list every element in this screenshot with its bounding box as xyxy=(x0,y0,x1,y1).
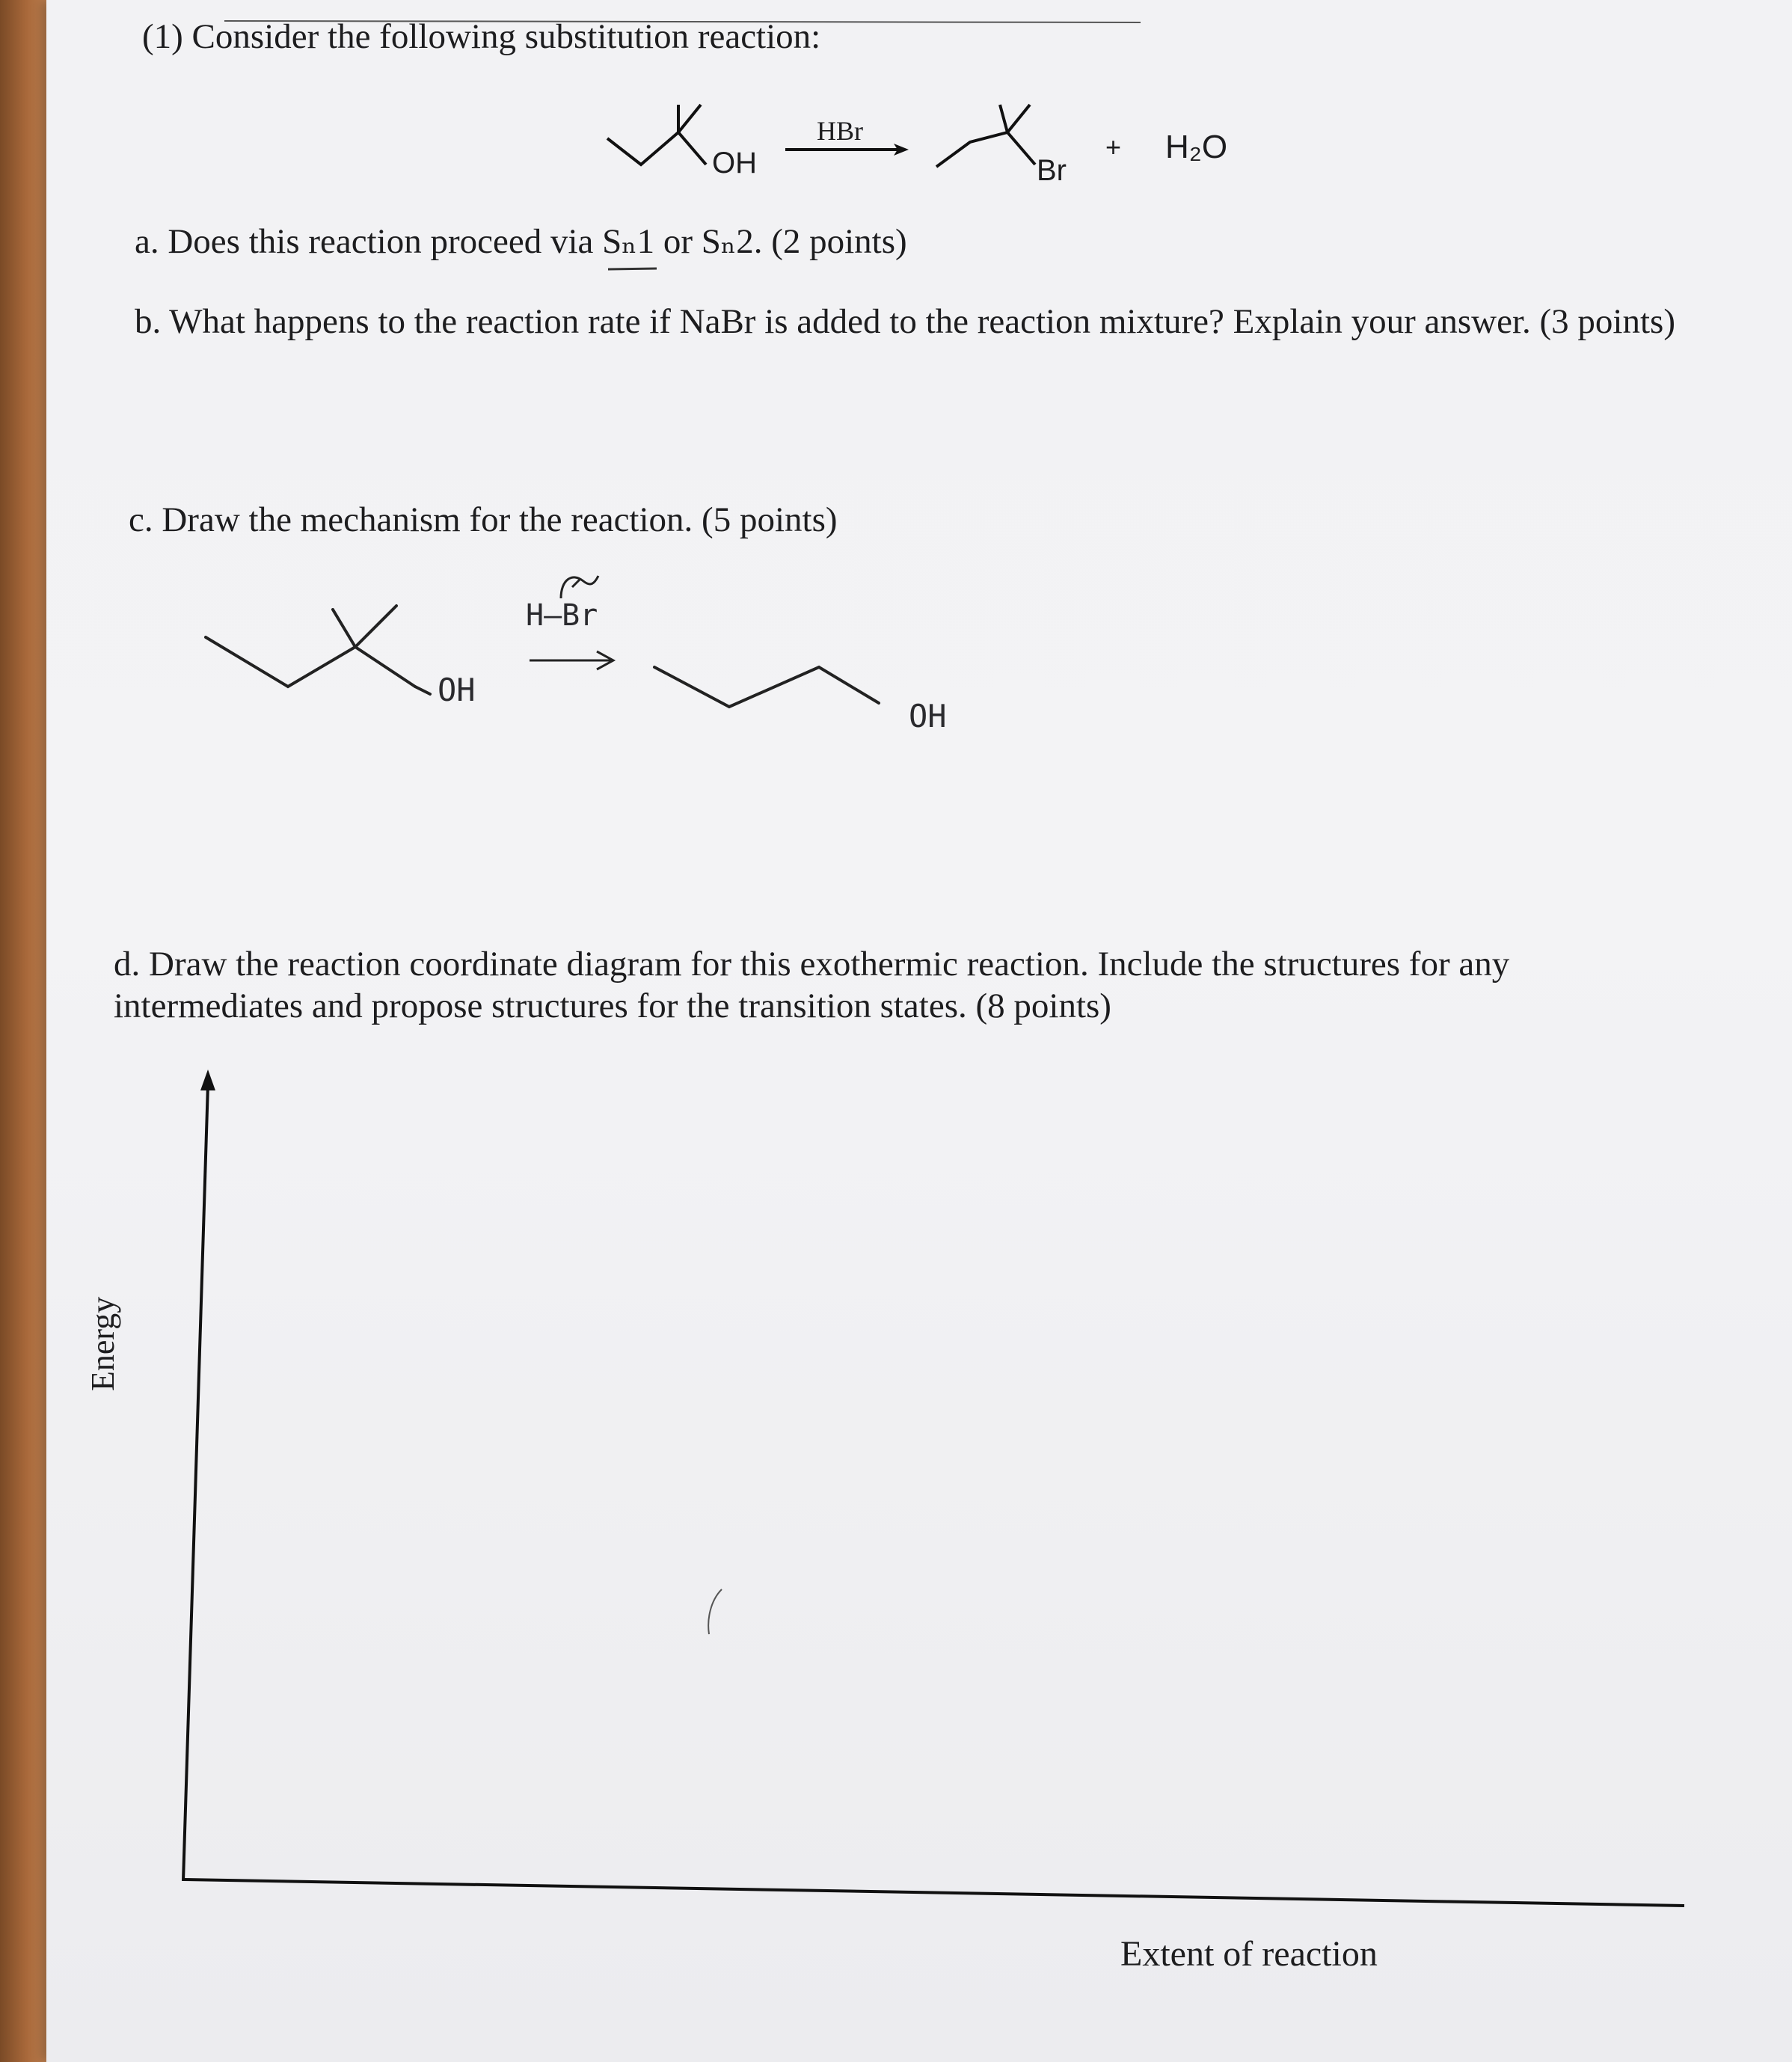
extent-of-reaction-axis xyxy=(179,1866,1690,1911)
handwritten-curved-arrow xyxy=(557,565,602,602)
handwritten-product-skeleton xyxy=(654,658,894,711)
part-a-question: a. Does this reaction proceed via Sₙ1 or Sₙ2. (2 points) xyxy=(135,222,907,261)
energy-axis-label: Energy xyxy=(85,1296,121,1391)
handwritten-reactant-oh: OH xyxy=(438,672,476,708)
plus-sign: + xyxy=(1105,132,1122,162)
handwritten-arrow xyxy=(530,649,619,672)
reactant-skeleton xyxy=(607,101,727,176)
sn1-underline xyxy=(608,266,668,273)
reactant-oh-label: OH xyxy=(712,147,757,179)
extent-of-reaction-label: Extent of reaction xyxy=(1120,1934,1378,1974)
part-b-question: b. What happens to the reaction rate if NaBr is added to the reaction mixture? Explain your answer. (3 points) xyxy=(135,302,1675,341)
product-br-label: Br xyxy=(1037,154,1067,187)
handwritten-product-oh: OH xyxy=(909,698,947,734)
handwritten-reactant-skeleton xyxy=(206,598,445,703)
reaction-arrow xyxy=(785,142,912,157)
stray-pen-mark xyxy=(703,1586,725,1638)
part-c-question: c. Draw the mechanism for the reaction. (5 points) xyxy=(129,500,838,539)
question-heading: (1) Consider the following substitution reaction: xyxy=(142,17,821,56)
part-d-question-line2: intermediates and propose structures for the transition states. (8 points) xyxy=(114,986,1111,1025)
part-d-question-line1: d. Draw the reaction coordinate diagram for this exothermic reaction. Include the structures for any xyxy=(114,945,1510,984)
energy-axis xyxy=(172,1070,232,1892)
handwritten-hbr: H–Br xyxy=(526,598,598,633)
water-label: H₂O xyxy=(1165,129,1228,165)
reagent-hbr-label: HBr xyxy=(817,116,863,146)
